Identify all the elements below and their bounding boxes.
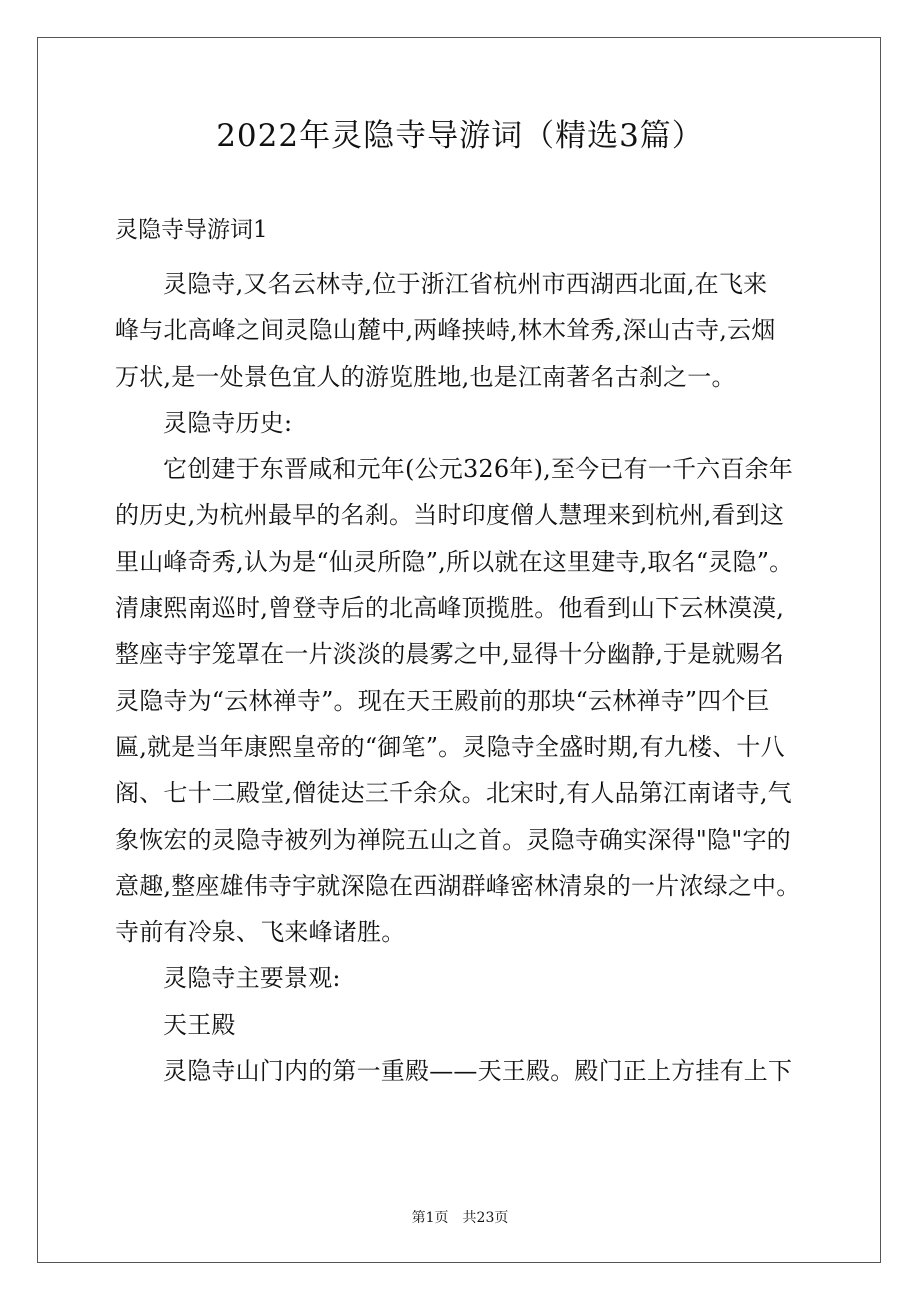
section-heading: 灵隐寺导游词1 (115, 217, 268, 243)
paragraph-line: 万状,是一处景色宜人的游览胜地,也是江南著名古刹之一。 (115, 362, 736, 391)
page-number: 第1页 (411, 1210, 449, 1226)
paragraph-line: 寺前有冷泉、飞来峰诸胜。 (115, 918, 406, 947)
page-footer (37, 1208, 883, 1228)
paragraph-line: 清康熙南巡时,曾登寺后的北高峰顶揽胜。他看到山下云林漠漠, (115, 594, 785, 623)
document-body (115, 261, 855, 1094)
paragraph-line: 灵隐寺为“云林禅寺”。现在天王殿前的那块“云林禅寺”四个巨 (115, 686, 770, 715)
page-total: 共23页 (462, 1210, 509, 1226)
paragraph-line: 阁、七十二殿堂,僧徒达三千余众。北宋时,有人品第江南诸寺,气 (115, 779, 792, 808)
paragraph-line: 它创建于东晋咸和元年(公元326年),至今已有一千六百余年 (163, 455, 793, 484)
paragraph-line: 匾,就是当年康熙皇帝的“御笔”。灵隐寺全盛时期,有九楼、十八 (115, 732, 785, 761)
subheading-tianwang-hall: 天王殿 (163, 1010, 236, 1039)
paragraph-line: 灵隐寺山门内的第一重殿——天王殿。殿门正上方挂有上下 (163, 1057, 793, 1086)
subheading-history: 灵隐寺历史: (163, 408, 293, 437)
paragraph-line: 峰与北高峰之间灵隐山麓中,两峰挟峙,林木耸秀,深山古寺,云烟 (115, 316, 776, 345)
document-title: 2022年灵隐寺导游词（精选3篇） (216, 118, 704, 154)
paragraph-line: 灵隐寺,又名云林寺,位于浙江省杭州市西湖西北面,在飞来 (163, 270, 768, 298)
paragraph-line: 的历史,为杭州最早的名刹。当时印度僧人慧理来到杭州,看到这 (115, 501, 785, 530)
subheading-attractions: 灵隐寺主要景观: (163, 964, 341, 993)
paragraph-line: 象恢宏的灵隐寺被列为禅院五山之首。灵隐寺确实深得"隐"字的 (115, 825, 791, 854)
paragraph-line: 里山峰奇秀,认为是“仙灵所隐”,所以就在这里建寺,取名“灵隐”。 (115, 547, 794, 576)
paragraph-line: 意趣,整座雄伟寺宇就深隐在西湖群峰密林清泉的一片浓绿之中。 (115, 871, 801, 900)
paragraph-line: 整座寺宇笼罩在一片淡淡的晨雾之中,显得十分幽静,于是就赐名 (115, 640, 785, 669)
